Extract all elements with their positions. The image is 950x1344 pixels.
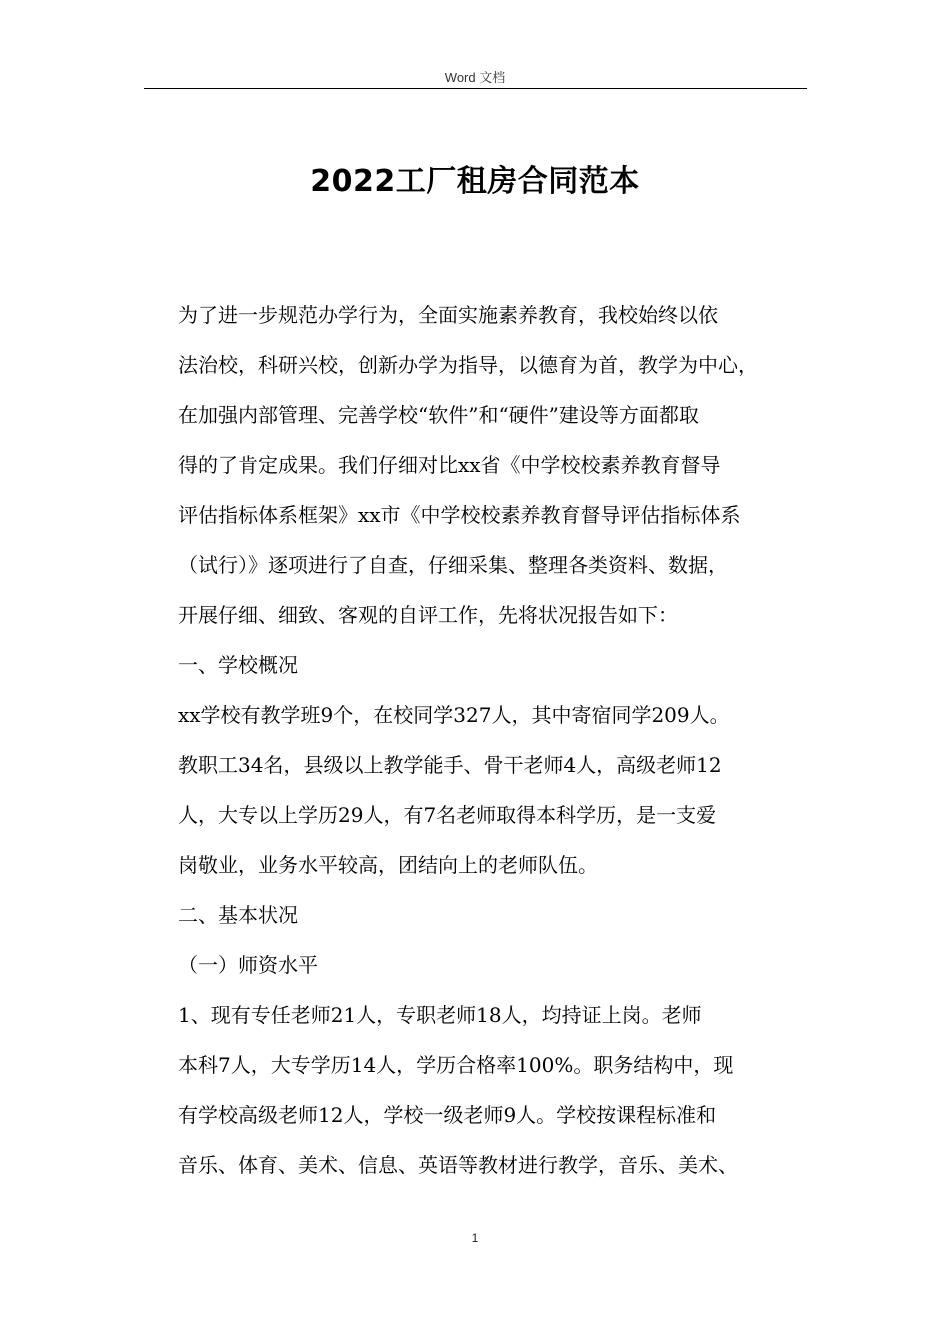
- paragraph-line: 得的了肯定成果。我们仔细对比xx省《中学校校素养教育督导: [178, 453, 721, 477]
- paragraph-line: 评估指标体系框架》xx市《中学校校素养教育督导评估指标体系: [178, 503, 741, 527]
- section-heading: 一、学校概况: [178, 653, 298, 677]
- subsection-heading: （一）师资水平: [178, 953, 318, 977]
- paragraph-line: 开展仔细、细致、客观的自评工作，先将状况报告如下：: [178, 603, 678, 627]
- paragraph-line: 本科7人，大专学历14人，学历合格率100%。职务结构中，现: [178, 1053, 734, 1077]
- section-heading: 二、基本状况: [178, 903, 298, 927]
- page-header: Word 文档: [444, 70, 506, 85]
- paragraph-line: 法治校，科研兴校，创新办学为指导，以德育为首，教学为中心，: [178, 353, 758, 377]
- paragraph-line: 人，大专以上学历29人，有7名老师取得本科学历，是一支爱: [178, 803, 717, 827]
- paragraph-line: xx学校有教学班9个，在校同学327人，其中寄宿同学209人。: [178, 703, 730, 727]
- paragraph-line: 音乐、体育、美术、信息、英语等教材进行教学，音乐、美术、: [178, 1153, 738, 1177]
- paragraph-line: 教职工34名，县级以上教学能手、骨干老师4人，高级老师12: [178, 753, 722, 777]
- paragraph-line: 岗敬业，业务水平较高，团结向上的老师队伍。: [178, 853, 598, 877]
- document-title: 2022工厂租房合同范本: [310, 164, 640, 199]
- paragraph-line: 为了进一步规范办学行为，全面实施素养教育，我校始终以依: [178, 303, 718, 327]
- paragraph-line: 有学校高级老师12人，学校一级老师9人。学校按课程标准和: [178, 1103, 717, 1127]
- paragraph-line: 1、现有专任老师21人，专职老师18人，均持证上岗。老师: [178, 1003, 702, 1027]
- page-number: 1: [471, 1231, 479, 1245]
- header-divider: [144, 88, 807, 89]
- paragraph-line: （试行）》逐项进行了自查，仔细采集、整理各类资料、数据，: [178, 553, 728, 577]
- paragraph-line: 在加强内部管理、完善学校“软件”和“硬件”建设等方面都取: [178, 403, 699, 427]
